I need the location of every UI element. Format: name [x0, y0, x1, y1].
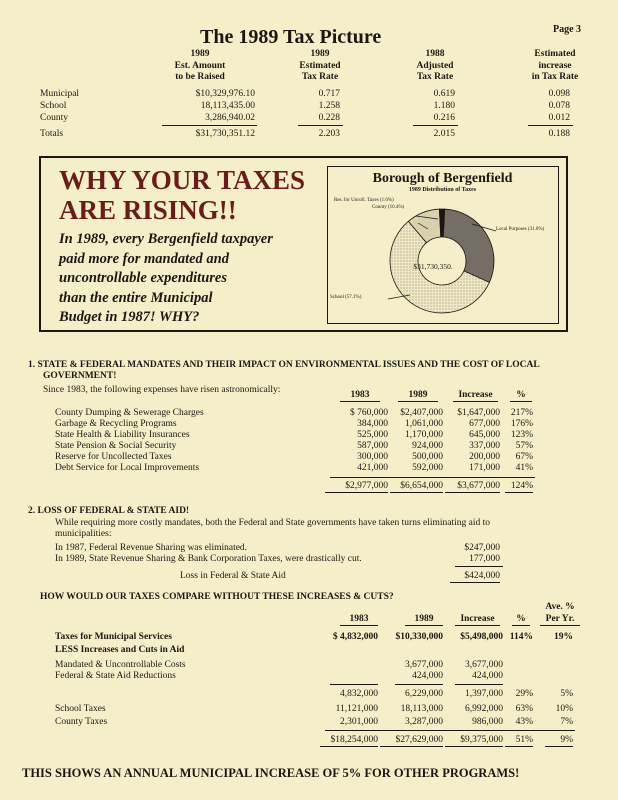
- cell: 0.216: [433, 113, 455, 123]
- cell: 7%: [560, 717, 573, 727]
- divider: [325, 730, 575, 731]
- col-header: 1983: [340, 614, 378, 626]
- cell: 11,121,000: [335, 704, 378, 714]
- cell: 0.012: [548, 113, 570, 123]
- label-county: County (10.4%): [372, 205, 405, 210]
- aid-row-label: In 1987, Federal Revenue Sharing was eliminated.: [55, 543, 248, 553]
- cell: 217%: [510, 408, 533, 418]
- cell: 10%: [555, 704, 573, 714]
- pie-slices: [390, 209, 494, 313]
- cell: $ 760,000: [350, 408, 388, 418]
- col-header: 1989: [398, 390, 438, 402]
- total-cell: $9,375,000: [445, 735, 503, 747]
- cell: 384,000: [357, 419, 388, 429]
- cell: 4,832,000: [340, 689, 378, 699]
- pie-chart-panel: [327, 166, 559, 324]
- cell: 6,992,000: [465, 704, 503, 714]
- cell: 5%: [560, 689, 573, 699]
- divider: [395, 684, 443, 685]
- cell: 1,170,000: [405, 430, 443, 440]
- divider: [455, 684, 503, 685]
- cell: 424,000: [472, 671, 503, 681]
- section2-heading: 2. LOSS OF FEDERAL & STATE AID!: [28, 506, 190, 516]
- cell: 3,287,000: [405, 717, 443, 727]
- section3-heading: HOW WOULD OUR TAXES COMPARE WITHOUT THESE INCREASES & CUTS?: [40, 592, 394, 602]
- cell: 2.203: [318, 129, 340, 139]
- feature-box: [39, 156, 568, 332]
- headline-line1: WHY YOUR TAXES: [59, 165, 306, 195]
- cell: 587,000: [357, 441, 388, 451]
- cell: $10,329,976.10: [195, 89, 255, 99]
- row-label: County: [40, 113, 68, 123]
- row-label: School Taxes: [55, 704, 106, 714]
- total-cell: 9%: [545, 735, 573, 747]
- cell: 18,113,435.00: [200, 101, 255, 111]
- cell: 0.228: [318, 113, 340, 123]
- cell: 300,000: [357, 452, 388, 462]
- col-header: 1983: [340, 390, 380, 402]
- divider: [528, 125, 573, 126]
- cell: 41%: [515, 463, 533, 473]
- cell: 29%: [515, 689, 533, 699]
- aid-total-value: $424,000: [450, 571, 500, 583]
- cell: 3,286,940.02: [205, 113, 255, 123]
- row-label: Reserve for Uncollected Taxes: [55, 452, 172, 462]
- feature-body: In 1989, every Bergenfield taxpayer paid more for mandated and uncontrollable expenditures than the entire Municipal Budget in 1987! WHY?: [59, 231, 273, 325]
- cell: 0.717: [318, 89, 340, 99]
- cell: 677,000: [469, 419, 500, 429]
- pie-subtitle: 1989 Distribution of Taxes: [408, 187, 477, 193]
- cell: 424,000: [412, 671, 443, 681]
- cell: 6,229,000: [405, 689, 443, 699]
- page-number: Page 3: [553, 24, 582, 35]
- cell: 67%: [515, 452, 533, 462]
- cell: 337,000: [469, 441, 500, 451]
- total-cell: $2,977,000: [325, 481, 388, 493]
- cell: 200,000: [469, 452, 500, 462]
- pie-title: Borough of Bergenfield: [372, 171, 513, 186]
- header-increase: Estimated increase in Tax Rate: [531, 49, 579, 82]
- row-label: School: [40, 101, 67, 111]
- row-label: Garbage & Recycling Programs: [55, 419, 177, 429]
- col-header: Increase: [455, 614, 500, 626]
- divider: [298, 125, 343, 126]
- header-est-amount: 1989 Est. Amount to be Raised: [174, 49, 226, 82]
- less-label: LESS Increases and Cuts in Aid: [55, 645, 185, 655]
- total-cell: $6,654,000: [390, 481, 443, 493]
- cell: 1.180: [433, 101, 455, 111]
- divider: [330, 477, 535, 478]
- total-cell: $27,629,000: [380, 735, 443, 747]
- headline-line2: ARE RISING!!: [59, 195, 237, 225]
- cell: 3,677,000: [465, 660, 503, 670]
- col-header-ave: Ave. %: [545, 602, 575, 612]
- cell: 176%: [510, 419, 533, 429]
- total-cell: 124%: [505, 481, 533, 493]
- aid-row-label: In 1989, State Revenue Sharing & Bank Corporation Taxes, were drastically cut.: [55, 554, 362, 564]
- divider: [162, 125, 257, 126]
- section2-para: While requiring more costly mandates, both the Federal and State governments have taken turns eliminating aid to municipalities:: [55, 518, 491, 539]
- cell: 57%: [515, 441, 533, 451]
- cell: 1,397,000: [465, 689, 503, 699]
- total-cell: $3,677,000: [445, 481, 500, 493]
- cell: 2.015: [433, 129, 455, 139]
- cell: $2,407,000: [400, 408, 443, 418]
- cell: $31,730,351.12: [195, 129, 255, 139]
- pie-center-label: $31,730,350.: [413, 262, 453, 271]
- pie-slice-local-purposes: [443, 209, 494, 282]
- cell: $10,330,000: [395, 632, 443, 642]
- col-header: %: [512, 614, 530, 626]
- divider: [413, 125, 458, 126]
- row-label: Municipal: [40, 89, 80, 99]
- pie-chart: [328, 167, 557, 322]
- col-header: %: [510, 390, 532, 402]
- cell: 924,000: [412, 441, 443, 451]
- divider: [330, 684, 378, 685]
- aid-row-value: 177,000: [469, 554, 500, 564]
- cell: 3,677,000: [405, 660, 443, 670]
- cell: $5,498,000: [460, 632, 503, 642]
- totals-label: Totals: [40, 129, 64, 139]
- cell: 19%: [554, 632, 573, 642]
- aid-row-value: $247,000: [464, 543, 500, 553]
- row-label: County Dumping & Sewerage Charges: [55, 408, 204, 418]
- cell: 63%: [515, 704, 533, 714]
- cell: 0.098: [548, 89, 570, 99]
- row-label: Debt Service for Local Improvements: [55, 463, 200, 473]
- divider: [455, 566, 503, 567]
- cell: 123%: [510, 430, 533, 440]
- cell: 0.188: [548, 129, 570, 139]
- cell: $1,647,000: [457, 408, 500, 418]
- cell: 500,000: [412, 452, 443, 462]
- row-label: County Taxes: [55, 717, 108, 727]
- row-label: State Pension & Social Security: [55, 441, 177, 451]
- cell: 171,000: [469, 463, 500, 473]
- cell: 1.258: [318, 101, 340, 111]
- row-label: Federal & State Aid Reductions: [55, 671, 176, 681]
- row-label: State Health & Liability Insurances: [55, 430, 190, 440]
- cell: 592,000: [412, 463, 443, 473]
- label-local: Local Purposes (31.0%): [496, 227, 545, 232]
- cell: 2,301,000: [340, 717, 378, 727]
- total-cell: 51%: [505, 735, 533, 747]
- cell: 645,000: [469, 430, 500, 440]
- section1-heading: 1. STATE & FEDERAL MANDATES AND THEIR IMPACT ON ENVIRONMENTAL ISSUES AND THE COST OF LOCAL GOVERNMENT!: [28, 360, 540, 381]
- total-cell: $18,254,000: [320, 735, 378, 747]
- cell: 0.078: [548, 101, 570, 111]
- page-title: The 1989 Tax Picture: [200, 26, 382, 48]
- cell: 1,061,000: [405, 419, 443, 429]
- header-1989-rate: 1989 Estimated Tax Rate: [299, 49, 341, 82]
- row-label: Taxes for Municipal Services: [55, 632, 172, 642]
- section1-intro: Since 1983, the following expenses have risen astronomically:: [43, 385, 281, 395]
- col-header: Per Yr.: [540, 614, 580, 626]
- row-label: Mandated & Uncontrollable Costs: [55, 660, 186, 670]
- header-1988-rate: 1988 Adjusted Tax Rate: [416, 49, 454, 82]
- cell: 18,113,000: [400, 704, 443, 714]
- cell: $ 4,832,000: [332, 632, 378, 642]
- cell: 114%: [509, 632, 533, 642]
- col-header: Increase: [453, 390, 498, 402]
- cell: 0.619: [433, 89, 455, 99]
- label-uncoll: Res. for Uncoll. Taxes (1.6%): [334, 198, 394, 203]
- cell: 986,000: [472, 717, 503, 727]
- col-header: 1989: [405, 614, 443, 626]
- cell: 421,000: [357, 463, 388, 473]
- footer-banner: THIS SHOWS AN ANNUAL MUNICIPAL INCREASE OF 5% FOR OTHER PROGRAMS!: [22, 766, 520, 780]
- label-school: School (57.1%): [330, 295, 362, 300]
- cell: 525,000: [357, 430, 388, 440]
- aid-total-label: Loss in Federal & State Aid: [180, 571, 286, 581]
- cell: 43%: [515, 717, 533, 727]
